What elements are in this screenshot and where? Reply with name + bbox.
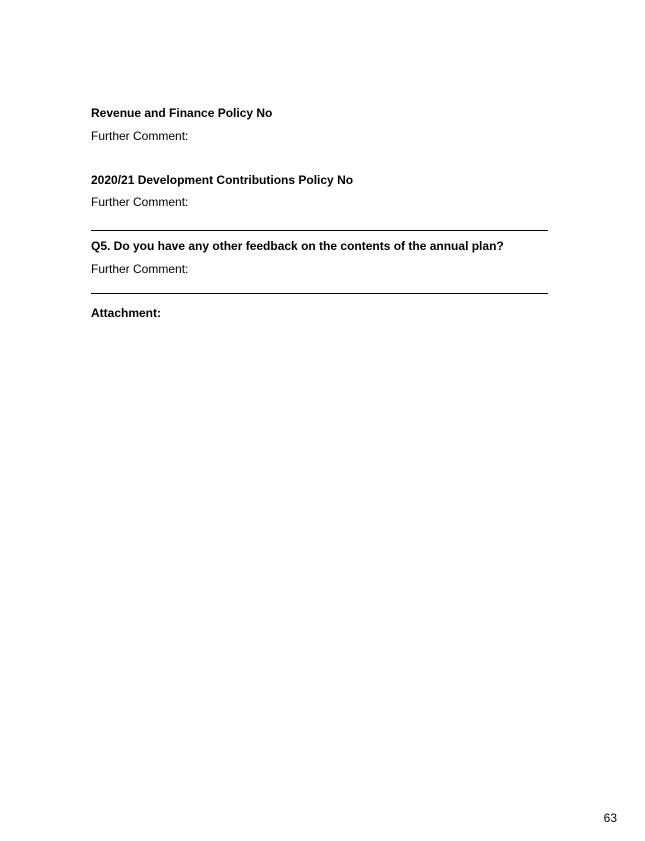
question-q5-heading: Q5. Do you have any other feedback on the contents of the annual plan? — [91, 239, 504, 253]
further-comment-label: Further Comment: — [91, 195, 189, 209]
further-comment-label: Further Comment: — [91, 129, 189, 143]
attachment-label: Attachment: — [91, 306, 162, 320]
comment-answer-line — [91, 230, 548, 231]
section-heading-revenue-finance-policy: Revenue and Finance Policy No — [91, 106, 273, 120]
comment-answer-line — [91, 293, 548, 294]
further-comment-label: Further Comment: — [91, 262, 189, 276]
section-heading-development-contributions-policy: 2020/21 Development Contributions Policy No — [91, 173, 354, 187]
page-number: 63 — [603, 811, 617, 825]
